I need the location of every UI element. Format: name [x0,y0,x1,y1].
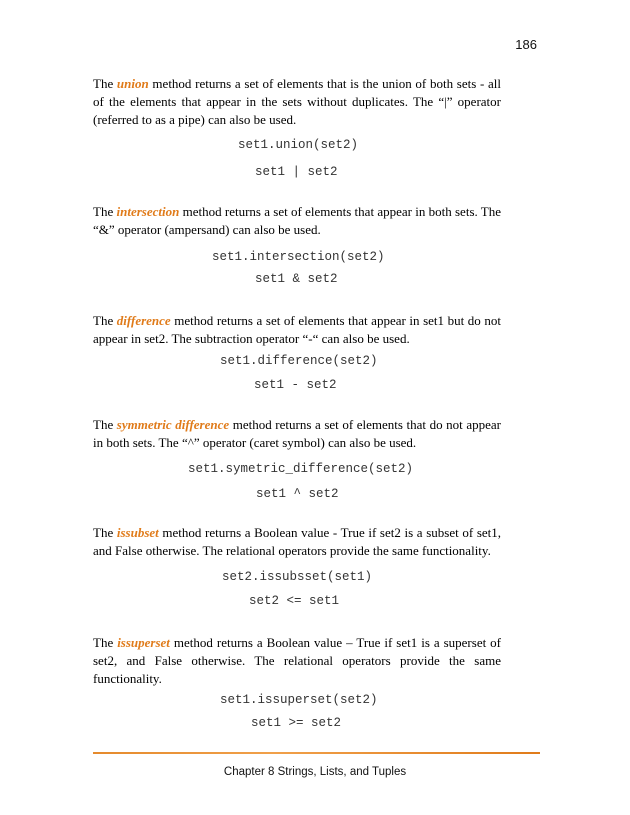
paragraph-text: method returns a Boolean value – True if set1 is a superset of set2, and False otherwise. The relational operators provide the same functionality. [93,635,501,686]
intersection-method-code: set1.intersection(set2) [212,250,385,264]
difference-paragraph [93,312,501,348]
paragraph-text: The [93,204,117,219]
page-number: 186 [515,37,537,52]
paragraph-text: The [93,76,117,91]
symmetric-difference-method-code: set1.symetric_difference(set2) [188,462,414,476]
paragraph-text: method returns a set of elements that is the union of both sets - all of the elements that appear in the sets without duplicates. The “|” operator (referred to as a pipe) can also be used. [93,76,501,127]
footer-divider [93,752,540,754]
issubset-paragraph [93,524,501,560]
intersection-paragraph [93,203,501,239]
issubset-term: issubset [116,525,159,540]
difference-term: difference [116,313,171,328]
chapter-footer: Chapter 8 Strings, Lists, and Tuples [223,766,407,778]
paragraph-text: method returns a Boolean value - True if set2 is a subset of set1, and False otherwise. The relational operators provide the same functionality. [93,525,502,558]
issuperset-method-code: set1.issuperset(set2) [220,693,378,707]
intersection-term: intersection [116,204,180,219]
union-method-code: set1.union(set2) [238,138,359,152]
symmetric-difference-term: symmetric difference [116,417,230,432]
paragraph-text: The [93,417,117,432]
issuperset-paragraph [93,634,501,688]
issubset-method-code: set2.issubsset(set1) [222,570,373,584]
paragraph-text: method returns a set of elements that appear in set1 but do not appear in set2. The subtraction operator “-“ can also be used. [93,313,501,346]
symmetric-difference-operator-code: set1 ^ set2 [256,487,339,501]
paragraph-text: The [93,313,117,328]
intersection-operator-code: set1 & set2 [255,272,338,286]
union-term: union [116,76,149,91]
paragraph-text: The [93,525,117,540]
union-operator-code: set1 | set2 [255,165,338,179]
issuperset-term: issuperset [117,635,170,650]
difference-method-code: set1.difference(set2) [220,354,378,368]
paragraph-text: The [93,635,118,650]
issuperset-operator-code: set1 >= set2 [251,716,342,730]
paragraph-text: method returns a set of elements that do not appear in both sets. The “^” operator (caret symbol) can also be used. [93,417,501,450]
symmetric-difference-paragraph [93,416,501,452]
issubset-operator-code: set2 <= set1 [249,594,340,608]
union-paragraph [93,75,501,129]
paragraph-text: method returns a set of elements that appear in both sets. The “&” operator (ampersand) can also be used. [93,204,501,237]
difference-operator-code: set1 - set2 [254,378,337,392]
